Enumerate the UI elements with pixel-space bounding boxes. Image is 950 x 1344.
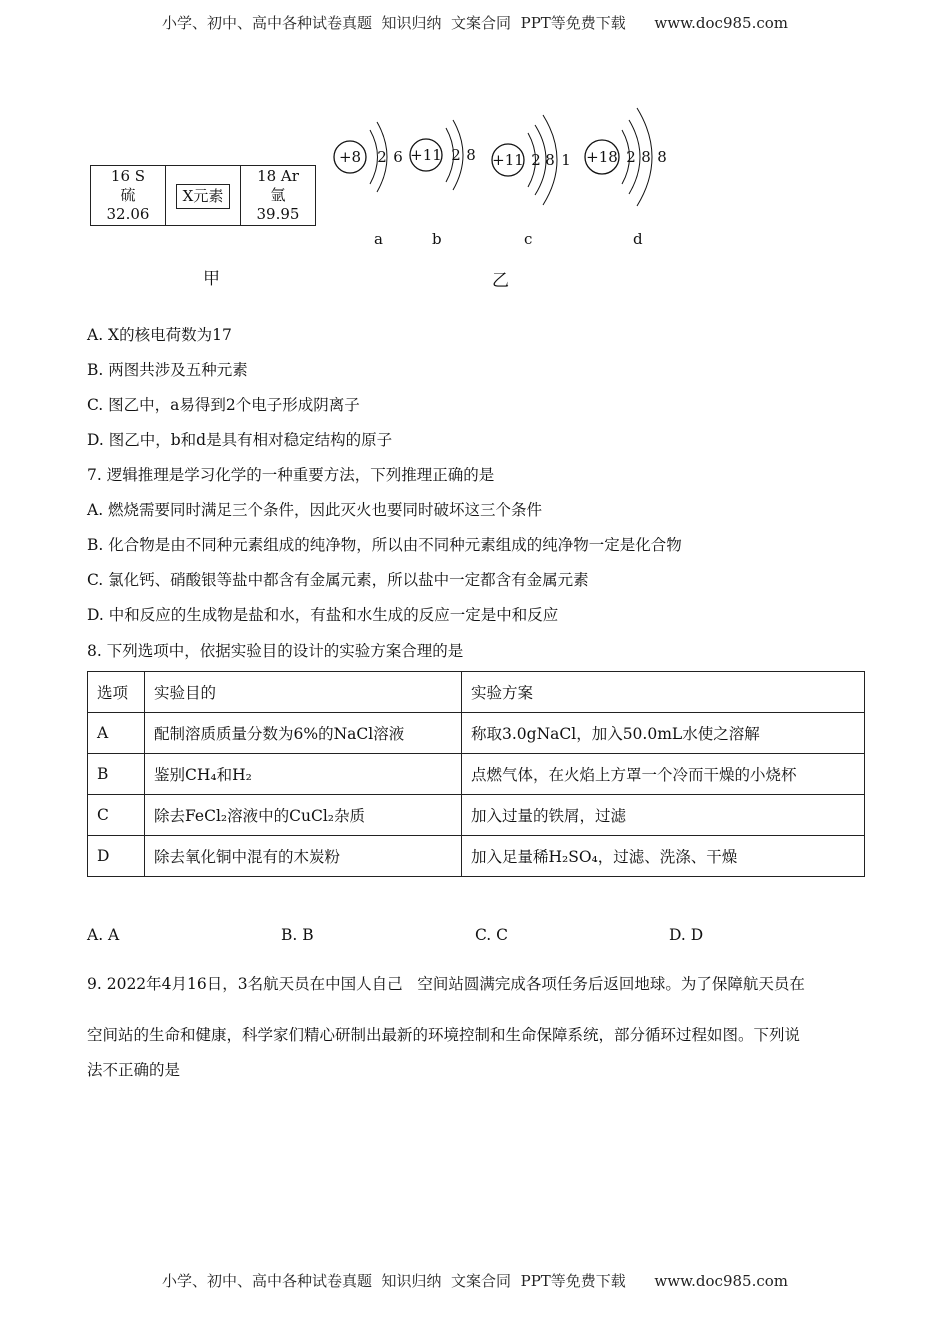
element-mass: 32.06	[106, 205, 150, 223]
element-cell-x	[166, 166, 241, 225]
q9-stem-line-2: 空间站的生命和健康，科学家们精心研制出最新的环境控制和生命保障系统，部分循环过程如图。下列说	[87, 1026, 801, 1044]
row-option: B	[88, 754, 145, 795]
element-name: 氩	[270, 186, 286, 204]
q8-stem: 8. 下列选项中，依据实验目的设计的实验方案合理的是	[87, 642, 464, 660]
figure-label-yi: 乙	[492, 271, 509, 291]
nucleus-charge: +8	[338, 148, 362, 166]
row-purpose: 鉴别CH₄和H₂	[145, 754, 462, 795]
footer-site: www.doc985.com	[654, 1272, 788, 1290]
element-cell-argon	[241, 166, 315, 225]
q7-option-b: B. 化合物是由不同种元素组成的纯净物，所以由不同种元素组成的纯净物一定是化合物	[87, 536, 682, 554]
row-purpose: 除去FeCl₂溶液中的CuCl₂杂质	[145, 795, 462, 836]
atom-label-a: a	[374, 230, 383, 248]
row-plan: 称取3.0gNaCl，加入50.0mL水使之溶解	[462, 713, 865, 754]
q7-option-d: D. 中和反应的生成物是盐和水，有盐和水生成的反应一定是中和反应	[87, 606, 559, 624]
shell-electrons: 2	[626, 148, 636, 166]
shell-electrons: 2	[531, 151, 541, 169]
q9-stem-line-1: 9. 2022年4月16日，3名航天员在中国人自己 空间站圆满完成各项任务后返回地球。为了保障航天员在	[87, 975, 805, 993]
page-header	[0, 12, 950, 33]
atom-a	[334, 122, 403, 192]
shell-electrons: 1	[561, 151, 571, 169]
row-option: A	[88, 713, 145, 754]
shell-electrons: 6	[393, 148, 403, 166]
atom-c	[492, 115, 571, 205]
q6-option-c: C. 图乙中，a易得到2个电子形成阴离子	[87, 396, 360, 414]
header-plan: 实验方案	[462, 672, 865, 713]
element-number-symbol: 16 S	[110, 167, 146, 185]
periodic-table-strip	[90, 165, 316, 226]
q7-option-c: C. 氯化钙、硝酸银等盐中都含有金属元素，所以盐中一定都含有金属元素	[87, 571, 589, 589]
row-purpose: 配制溶质质量分数为6%的NaCl溶液	[145, 713, 462, 754]
q7-option-a: A. 燃烧需要同时满足三个条件，因此灭火也要同时破坏这三个条件	[87, 501, 543, 519]
row-plan: 加入过量的铁屑，过滤	[462, 795, 865, 836]
row-option: C	[88, 795, 145, 836]
header-option: 选项	[88, 672, 145, 713]
shell-electrons: 8	[466, 146, 476, 164]
header-purpose: 实验目的	[145, 672, 462, 713]
row-plan: 点燃气体，在火焰上方罩一个冷而干燥的小烧杯	[462, 754, 865, 795]
q6-option-b: B. 两图共涉及五种元素	[87, 361, 248, 379]
x-element-box: X元素	[176, 184, 231, 209]
table-row	[88, 754, 865, 795]
footer-text: 小学、初中、高中各种试卷真题 知识归纳 文案合同 PPT等免费下载	[161, 1272, 626, 1290]
answer-choice-d: D. D	[669, 926, 704, 944]
atom-label-c: c	[524, 230, 533, 248]
nucleus-charge: +11	[492, 151, 524, 169]
atom-b	[410, 120, 476, 190]
element-cell-sulfur	[91, 166, 166, 225]
page-footer	[0, 1270, 950, 1291]
atom-label-d: d	[633, 230, 643, 248]
nucleus-charge: +11	[410, 146, 442, 164]
element-name: 硫	[120, 186, 136, 204]
row-option: D	[88, 836, 145, 877]
atom-d	[585, 108, 667, 206]
answer-choice-c: C. C	[475, 926, 509, 944]
q6-option-a: A. X的核电荷数为17	[87, 326, 232, 344]
answer-choice-b: B. B	[281, 926, 314, 944]
row-plan: 加入足量稀H₂SO₄，过滤、洗涤、干燥	[462, 836, 865, 877]
header-text: 小学、初中、高中各种试卷真题 知识归纳 文案合同 PPT等免费下载	[161, 14, 626, 32]
table-row	[88, 836, 865, 877]
figure-label-jia: 甲	[203, 269, 220, 289]
table-header-row	[88, 672, 865, 713]
shell-electrons: 2	[451, 146, 461, 164]
nucleus-charge: +18	[586, 148, 618, 166]
element-number-symbol: 18 Ar	[257, 167, 299, 185]
row-purpose: 除去氧化铜中混有的木炭粉	[145, 836, 462, 877]
atom-structure-diagram	[325, 100, 675, 230]
answer-choice-a: A. A	[87, 926, 120, 944]
shell-electrons: 8	[641, 148, 651, 166]
shell-electrons: 8	[657, 148, 667, 166]
table-row	[88, 795, 865, 836]
header-site: www.doc985.com	[654, 14, 788, 32]
element-mass: 39.95	[256, 205, 300, 223]
shell-electrons: 2	[377, 148, 387, 166]
shell-electrons: 8	[545, 151, 555, 169]
q9-stem-line-3: 法不正确的是	[87, 1061, 181, 1079]
q6-option-d: D. 图乙中，b和d是具有相对稳定结构的原子	[87, 431, 393, 449]
q7-stem: 7. 逻辑推理是学习化学的一种重要方法，下列推理正确的是	[87, 466, 495, 484]
table-row	[88, 713, 865, 754]
experiment-table	[87, 671, 865, 877]
atom-label-b: b	[432, 230, 442, 248]
